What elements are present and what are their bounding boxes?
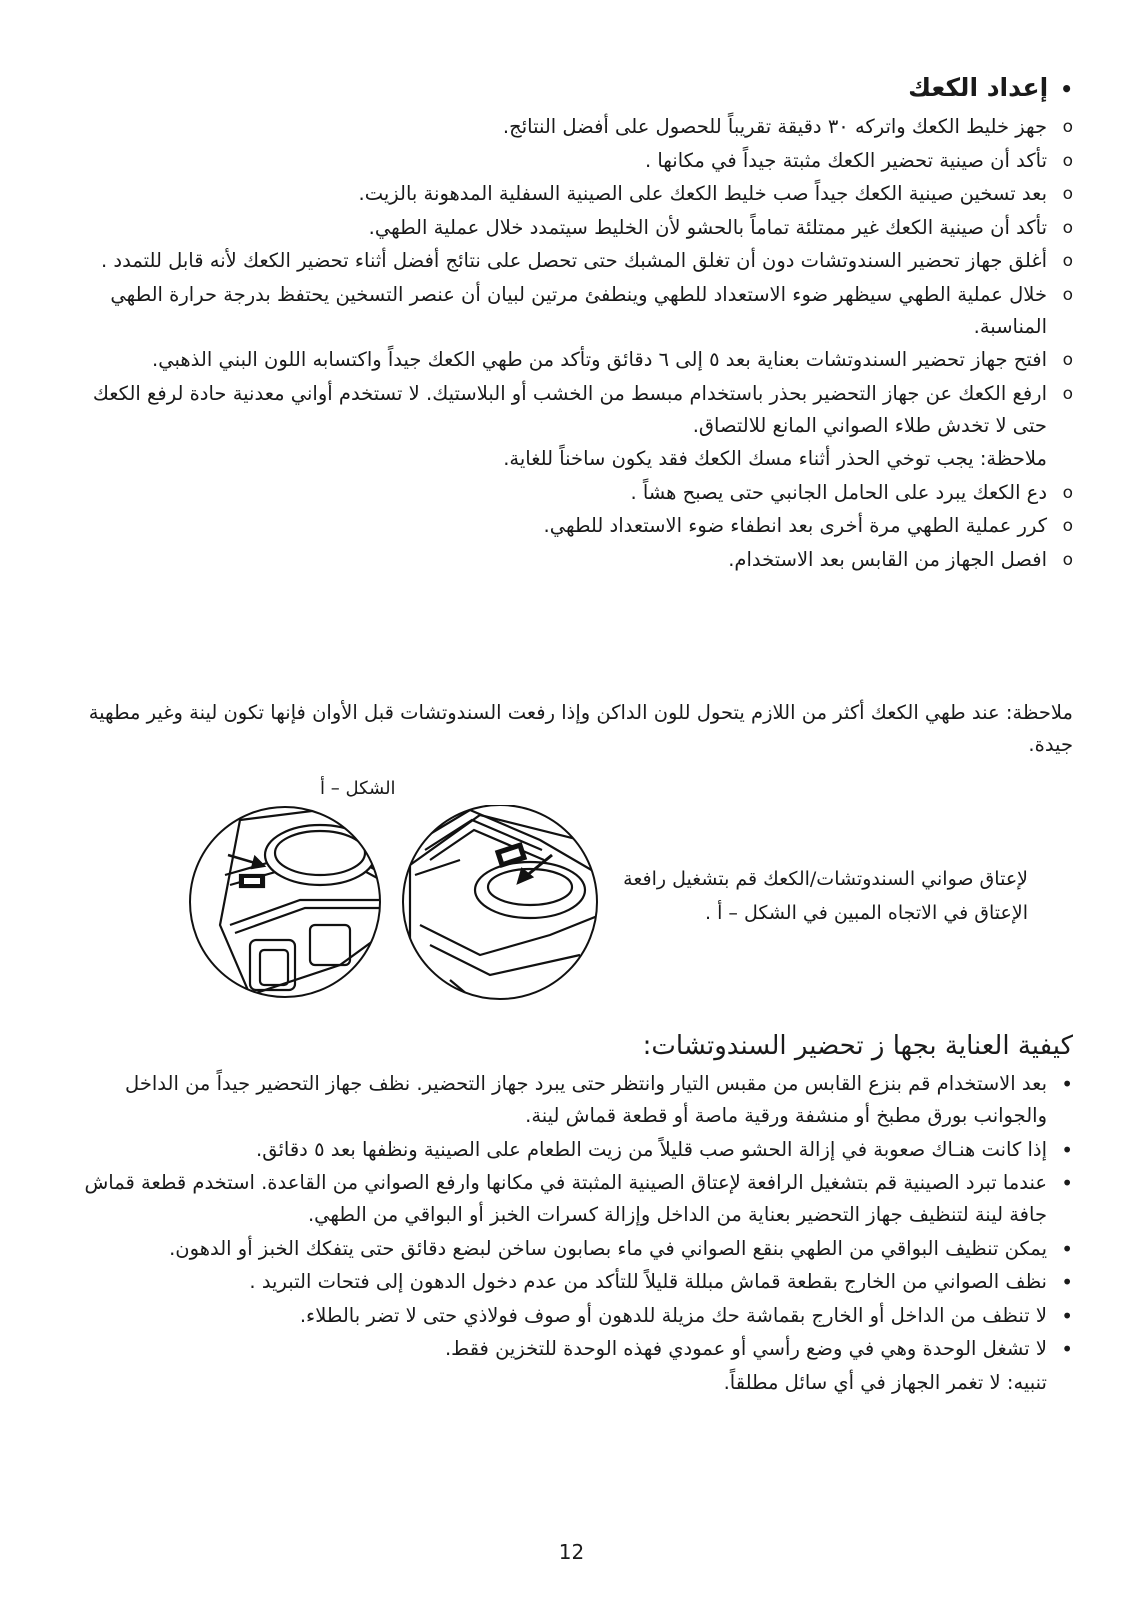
list-item: o أغلق جهاز تحضير السندوتشات دون أن تغلق المشبك حتى تحصل على نتائج أفضل أثناء تحضير الكعك لأنه قابل للتمدد . xyxy=(101,249,1073,272)
list-item: o بعد تسخين صينية الكعك جيداً صب خليط الكعك على الصينية السفلية المدهونة بالزيت. xyxy=(358,182,1073,205)
list-item: o تأكد أن صينية تحضير الكعك مثبتة جيداً في مكانها . xyxy=(644,148,1073,172)
figure-instruction: لإعتاق صواني السندوتشات/الكعك قم بتشغيل رافعة الإعتاق في الاتجاه المبين في الشكل – أ . xyxy=(623,868,1028,924)
list-item: • لا تشغل الوحدة وهي في وضع رأسي أو عمودي فهذه الوحدة للتخزين فقط. xyxy=(444,1337,1073,1361)
list-item: o تأكد أن صينية الكعك غير ممتلئة تماماً بالحشو لأن الخليط سيتمدد خلال عملية الطهي. xyxy=(368,215,1073,239)
heading-text: إعداد الكعك xyxy=(908,73,1049,102)
figure-a-release-lever xyxy=(180,805,610,1000)
list-item: o دع الكعك يبرد على الحامل الجانبي حتى يصبح هشاً . xyxy=(630,480,1073,504)
warning-text: تنبيه: لا تغمر الجهاز في أي سائل مطلقاً. xyxy=(723,1370,1047,1394)
cake-prep-steps xyxy=(53,111,1073,577)
figure-right-detail xyxy=(410,810,600,1000)
list-item: o ارفع الكعك عن جهاز التحضير بحذر باستخدام مبسط من الخشب أو البلاستيك. لا تستخدم أواني معدنية حادة لرفع الكعك حتى لا تخدش طلاء الصواني المانع للالتصاق. xyxy=(92,381,1073,437)
list-item: • بعد الاستخدام قم بنزع القابس من مقبس التيار وانتظر حتى يبرد جهاز التحضير. نظف جهاز التحضير جيداً من الداخل والجوانب بورق مطبخ أو منشفة ورقية ماصة أو قطعة قماش لينة. xyxy=(125,1072,1073,1127)
note-text: ملاحظة: يجب توخي الحذر أثناء مسك الكعك فقد يكون ساخناً للغاية. xyxy=(503,447,1047,470)
page-number: 12 xyxy=(558,1540,585,1564)
list-item: o افصل الجهاز من القابس بعد الاستخدام. xyxy=(728,547,1073,571)
list-item: • عندما تبرد الصينية قم بتشغيل الرافعة لإعتاق الصينية المثبتة في مكانها وارفع الصواني من القاعدة. استخدم قطعة قماش جافة لينة لتنظيف جهاز التحضير بعناية من الداخل وإزالة كسرات الخبز أو البواقي من الطهي. xyxy=(84,1171,1073,1226)
heading-bullet: • xyxy=(1060,77,1073,101)
section-title-care: كيفية العناية بجها ز تحضير السندوتشات: xyxy=(642,1031,1073,1061)
care-instructions xyxy=(53,1068,1073,1400)
figure-caption: الشكل – أ xyxy=(320,778,396,799)
list-item: • نظف الصواني من الخارج بقطعة قماش مبللة قليلاً للتأكد من عدم دخول الدهون إلى فتحات التبريد . xyxy=(249,1270,1073,1294)
list-item: o كرر عملية الطهي مرة أخرى بعد انطفاء ضوء الاستعداد للطهي. xyxy=(543,514,1073,537)
list-item: • إذا كانت هنـاك صعوبة في إزالة الحشو صب قليلاً من زيت الطعام على الصينية ونظفها بعد ٥ دقائق. xyxy=(256,1137,1073,1162)
list-item: • لا تنظف من الداخل أو الخارج بقماشة حك مزيلة للدهون أو صوف فولاذي حتى لا تضر بالطلاء. xyxy=(299,1303,1073,1328)
list-item: o خلال عملية الطهي سيظهر ضوء الاستعداد للطهي وينطفئ مرتين لبيان أن عنصر التسخين يحتفظ بدرجة حرارة الطهي المناسبة. xyxy=(110,282,1073,338)
section-title-cake-prep xyxy=(73,72,1073,105)
list-item: o جهز خليط الكعك واتركه ٣٠ دقيقة تقريباً للحصول على أفضل النتائج. xyxy=(502,115,1073,138)
list-item: • يمكن تنظيف البواقي من الطهي بنقع الصواني في ماء بصابون ساخن لبضع دقائق حتى يتفكك الخبز أو الدهون. xyxy=(169,1236,1073,1261)
figure-left-detail xyxy=(220,805,395,995)
note-overcooking: ملاحظة: عند طهي الكعك أكثر من اللازم يتحول للون الداكن وإذا رفعت السندوتشات قبل الأوان فإنها تكون لينة وغير مطهية جيدة. xyxy=(88,701,1073,756)
list-item: o افتح جهاز تحضير السندوتشات بعناية بعد ٥ إلى ٦ دقائق وتأكد من طهي الكعك جيداً واكتسابه اللون البني الذهبي. xyxy=(152,348,1073,371)
